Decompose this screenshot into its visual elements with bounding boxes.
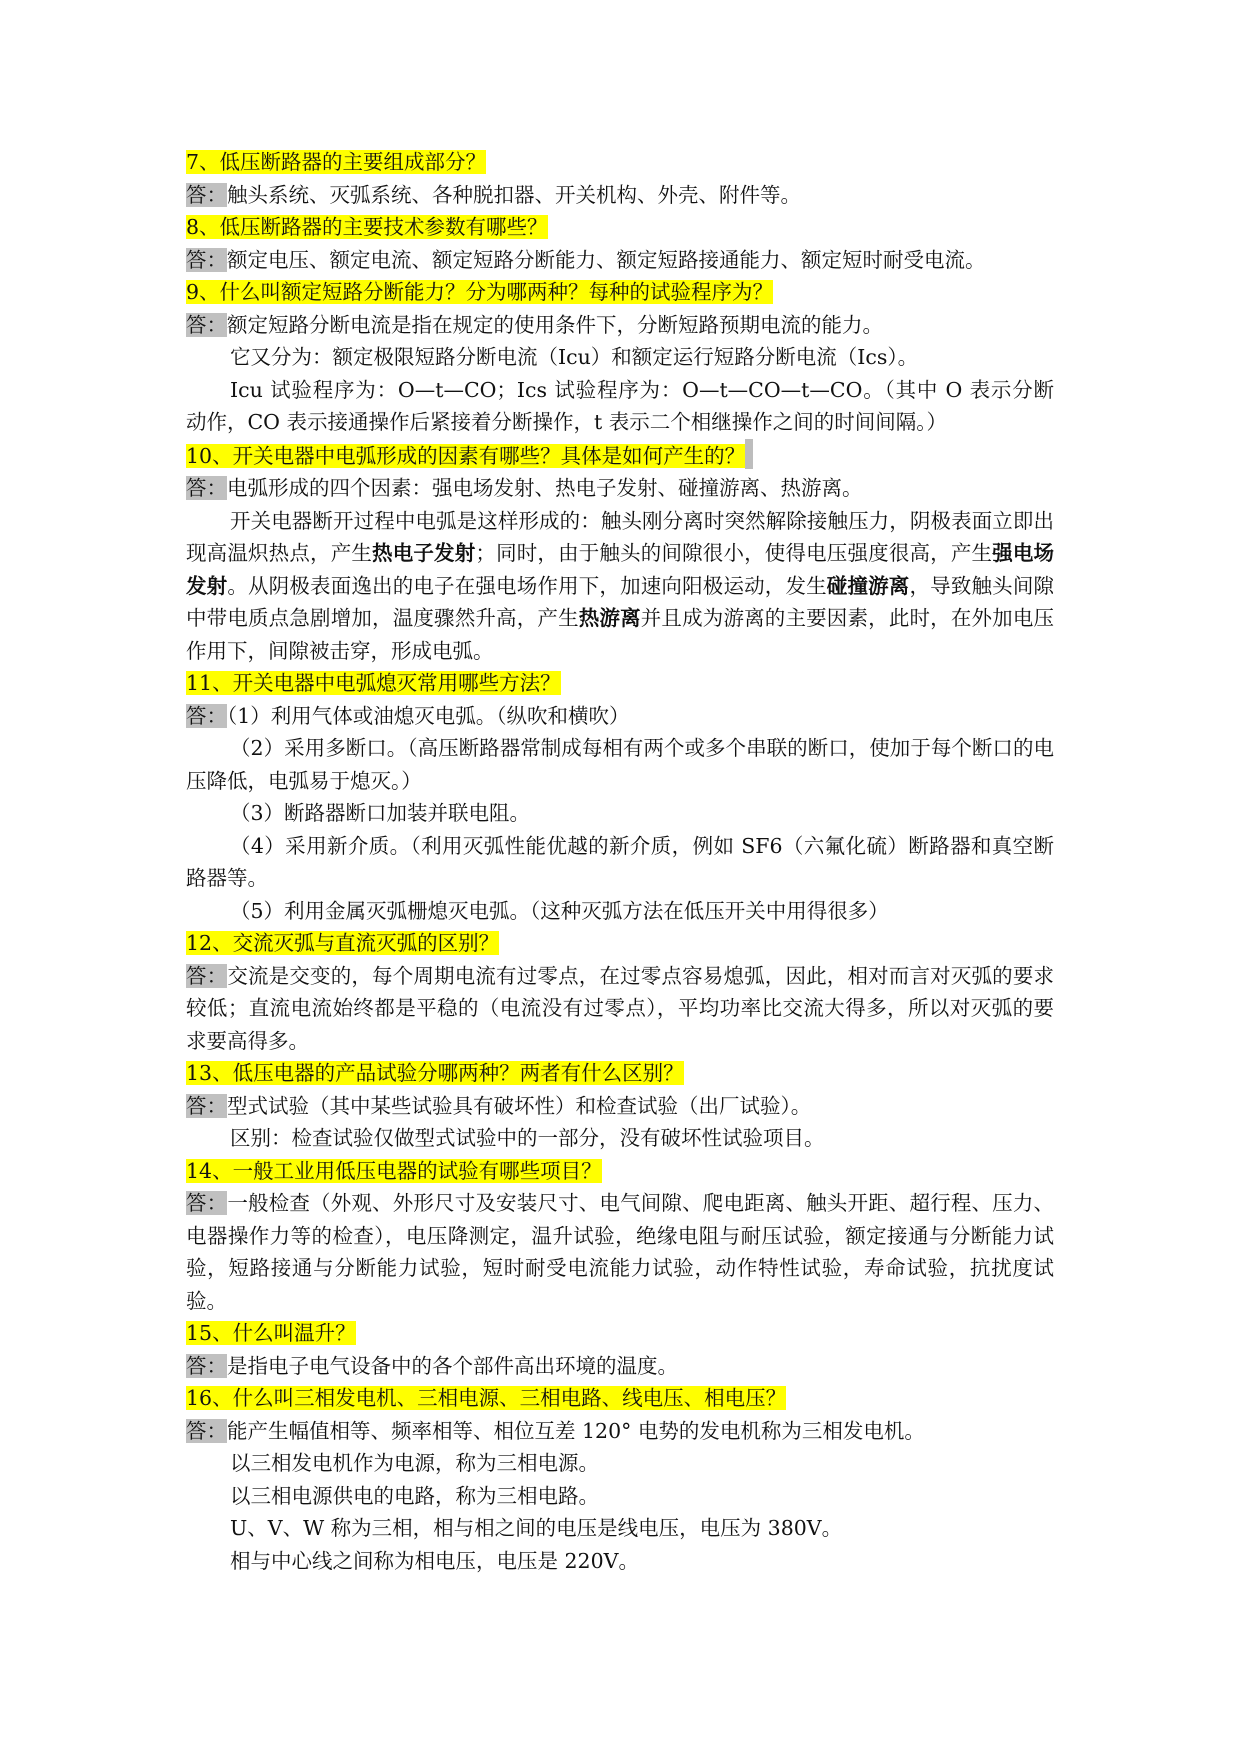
answer-13-line-2: 区别：检查试验仅做型式试验中的一部分，没有破坏性试验项目。 (230, 1126, 825, 1150)
answer-text: 能产生幅值相等、频率相等、相位互差 120° 电势的发电机称为三相发电机。 (227, 1418, 925, 1443)
answer-16-line-4: U、V、W 称为三相，相与相之间的电压是线电压，电压为 380V。 (230, 1516, 843, 1540)
answer-text: 电弧形成的四个因素：强电场发射、热电子发射、碰撞游离、热游离。 (227, 476, 863, 500)
answer-13 (186, 1090, 1054, 1123)
answer-text: ，导致触头间隙中带电质点急剧增加，温度骤然升高，产生 (186, 573, 1055, 630)
question-9 (186, 276, 1054, 309)
answer-label: 答： (186, 182, 227, 207)
question-8 (186, 211, 1054, 244)
question-text: 8、低压断路器的主要技术参数有哪些？ (186, 215, 548, 239)
answer-text: 一般检查（外观、外形尺寸及安装尺寸、电气间隙、爬电距离、触头开距、超行程、压力、电器操作力等的检查），电压降测定，温升试验，绝缘电阻与耐压试验，额定接通与分断能力试验，短路接通与分断能力试验，短时耐受电流能力试验，动作特性试验，寿命试验，抗扰度试验。 (186, 1191, 1054, 1313)
bold-term: 热电子发射 (372, 541, 476, 565)
answer-text: 并且成为游离的主要因素，此时，在外加电压作用下，间隙被击穿，形成电弧。 (186, 606, 1055, 663)
question-text: 12、交流灭弧与直流灭弧的区别？ (186, 931, 500, 955)
gray-marker (745, 439, 753, 469)
answer-label: 答： (186, 963, 228, 988)
answer-8 (186, 244, 1054, 277)
answer-10-paragraph (186, 505, 1054, 668)
answer-11-item-5: （5）利用金属灭弧栅熄灭电弧。（这种灭弧方法在低压开关中用得很多） (230, 898, 889, 923)
answer-text: 型式试验（其中某些试验具有破坏性）和检查试验（出厂试验）。 (227, 1093, 812, 1118)
answer-text: 开关电器断开过程中电弧是这样形成的：触头刚分离时突然解除接触压力，阴极表面立即出现高温炽热点，产生 (186, 508, 1054, 565)
answer-7 (186, 179, 1054, 212)
answer-11-item-3: （3）断路器断口加装并联电阻。 (230, 801, 531, 825)
answer-16-line-3: 以三相电源供电的电路，称为三相电路。 (230, 1483, 599, 1508)
answer-label: 答： (186, 703, 227, 728)
answer-text: 。从阴极表面逸出的电子在强电场作用下，加速向阳极运动，发生 (227, 573, 827, 598)
question-14 (186, 1155, 1054, 1188)
bold-term: 碰撞游离 (826, 573, 910, 598)
question-text: 14、一般工业用低压电器的试验有哪些项目？ (186, 1158, 602, 1183)
document-body (186, 146, 1054, 1577)
answer-label: 答： (186, 247, 227, 272)
question-text: 7、低压断路器的主要组成部分？ (186, 150, 487, 174)
answer-label: 答： (186, 1418, 227, 1443)
answer-16 (186, 1415, 1054, 1448)
answer-text: ；同时，由于触头的间隙很小，使得电压强度很高，产生 (475, 541, 993, 565)
answer-16-line-2: 以三相发电机作为电源，称为三相电源。 (230, 1451, 599, 1475)
question-text: 15、什么叫温升？ (186, 1321, 356, 1345)
answer-label: 答： (186, 1353, 227, 1378)
answer-12 (186, 960, 1054, 1058)
answer-16-line-5: 相与中心线之间称为相电压，电压是 220V。 (230, 1548, 639, 1573)
answer-15 (186, 1350, 1054, 1383)
answer-14 (186, 1187, 1054, 1317)
bold-term: 强电场发射 (186, 541, 1055, 598)
question-7 (186, 146, 1054, 179)
answer-9-line-3: Icu 试验程序为：O—t—CO；Ics 试验程序为：O—t—CO—t—CO。（其中 O 表示分断动作，CO 表示接通操作后紧接着分断操作，t 表示二个相继操作之间的时间间隔。） (186, 377, 1054, 434)
answer-label: 答： (186, 1191, 228, 1215)
answer-label: 答： (186, 476, 227, 500)
answer-text: 触头系统、灭弧系统、各种脱扣器、开关机构、外壳、附件等。 (227, 182, 801, 207)
answer-11-item-4: （4）采用新介质。（利用灭弧性能优越的新介质，例如 SF6（六氟化硫）断路器和真空断路器等。 (186, 833, 1054, 890)
question-10 (186, 439, 1054, 473)
question-text: 16、什么叫三相发电机、三相电源、三相电路、线电压、相电压？ (186, 1386, 787, 1410)
answer-9-line-2: 它又分为：额定极限短路分断电流（Icu）和额定运行短路分断电流（Ics）。 (230, 345, 919, 369)
question-15 (186, 1317, 1054, 1350)
answer-10 (186, 472, 1054, 505)
question-13 (186, 1057, 1054, 1090)
question-text: 13、低压电器的产品试验分哪两种？两者有什么区别？ (186, 1061, 684, 1085)
answer-text: 额定短路分断电流是指在规定的使用条件下，分断短路预期电流的能力。 (227, 312, 883, 337)
question-11 (186, 667, 1054, 700)
question-text: 10、开关电器中电弧形成的因素有哪些？具体是如何产生的？ (186, 443, 746, 468)
answer-11-item-2: （2）采用多断口。（高压断路器常制成每相有两个或多个串联的断口，使加于每个断口的电压降低，电弧易于熄灭。） (186, 736, 1054, 793)
answer-label: 答： (186, 312, 227, 337)
question-text: 9、什么叫额定短路分断能力？分为哪两种？每种的试验程序为？ (186, 280, 774, 304)
answer-9 (186, 309, 1054, 342)
bold-term: 热游离 (578, 606, 641, 630)
question-12 (186, 927, 1054, 960)
answer-text: 是指电子电气设备中的各个部件高出环境的温度。 (227, 1353, 678, 1378)
answer-11 (186, 700, 1054, 733)
question-text: 11、开关电器中电弧熄灭常用哪些方法？ (186, 671, 561, 695)
answer-label: 答： (186, 1093, 227, 1118)
answer-text: 额定电压、额定电流、额定短路分断能力、额定短路接通能力、额定短时耐受电流。 (227, 247, 986, 272)
answer-text: 交流是交变的，每个周期电流有过零点，在过零点容易熄弧，因此，相对而言对灭弧的要求较低；直流电流始终都是平稳的（电流没有过零点），平均功率比交流大得多，所以对灭弧的要求要高得多。 (186, 963, 1054, 1053)
question-16 (186, 1382, 1054, 1415)
answer-text: （1）利用气体或油熄灭电弧。（纵吹和横吹） (227, 703, 630, 728)
